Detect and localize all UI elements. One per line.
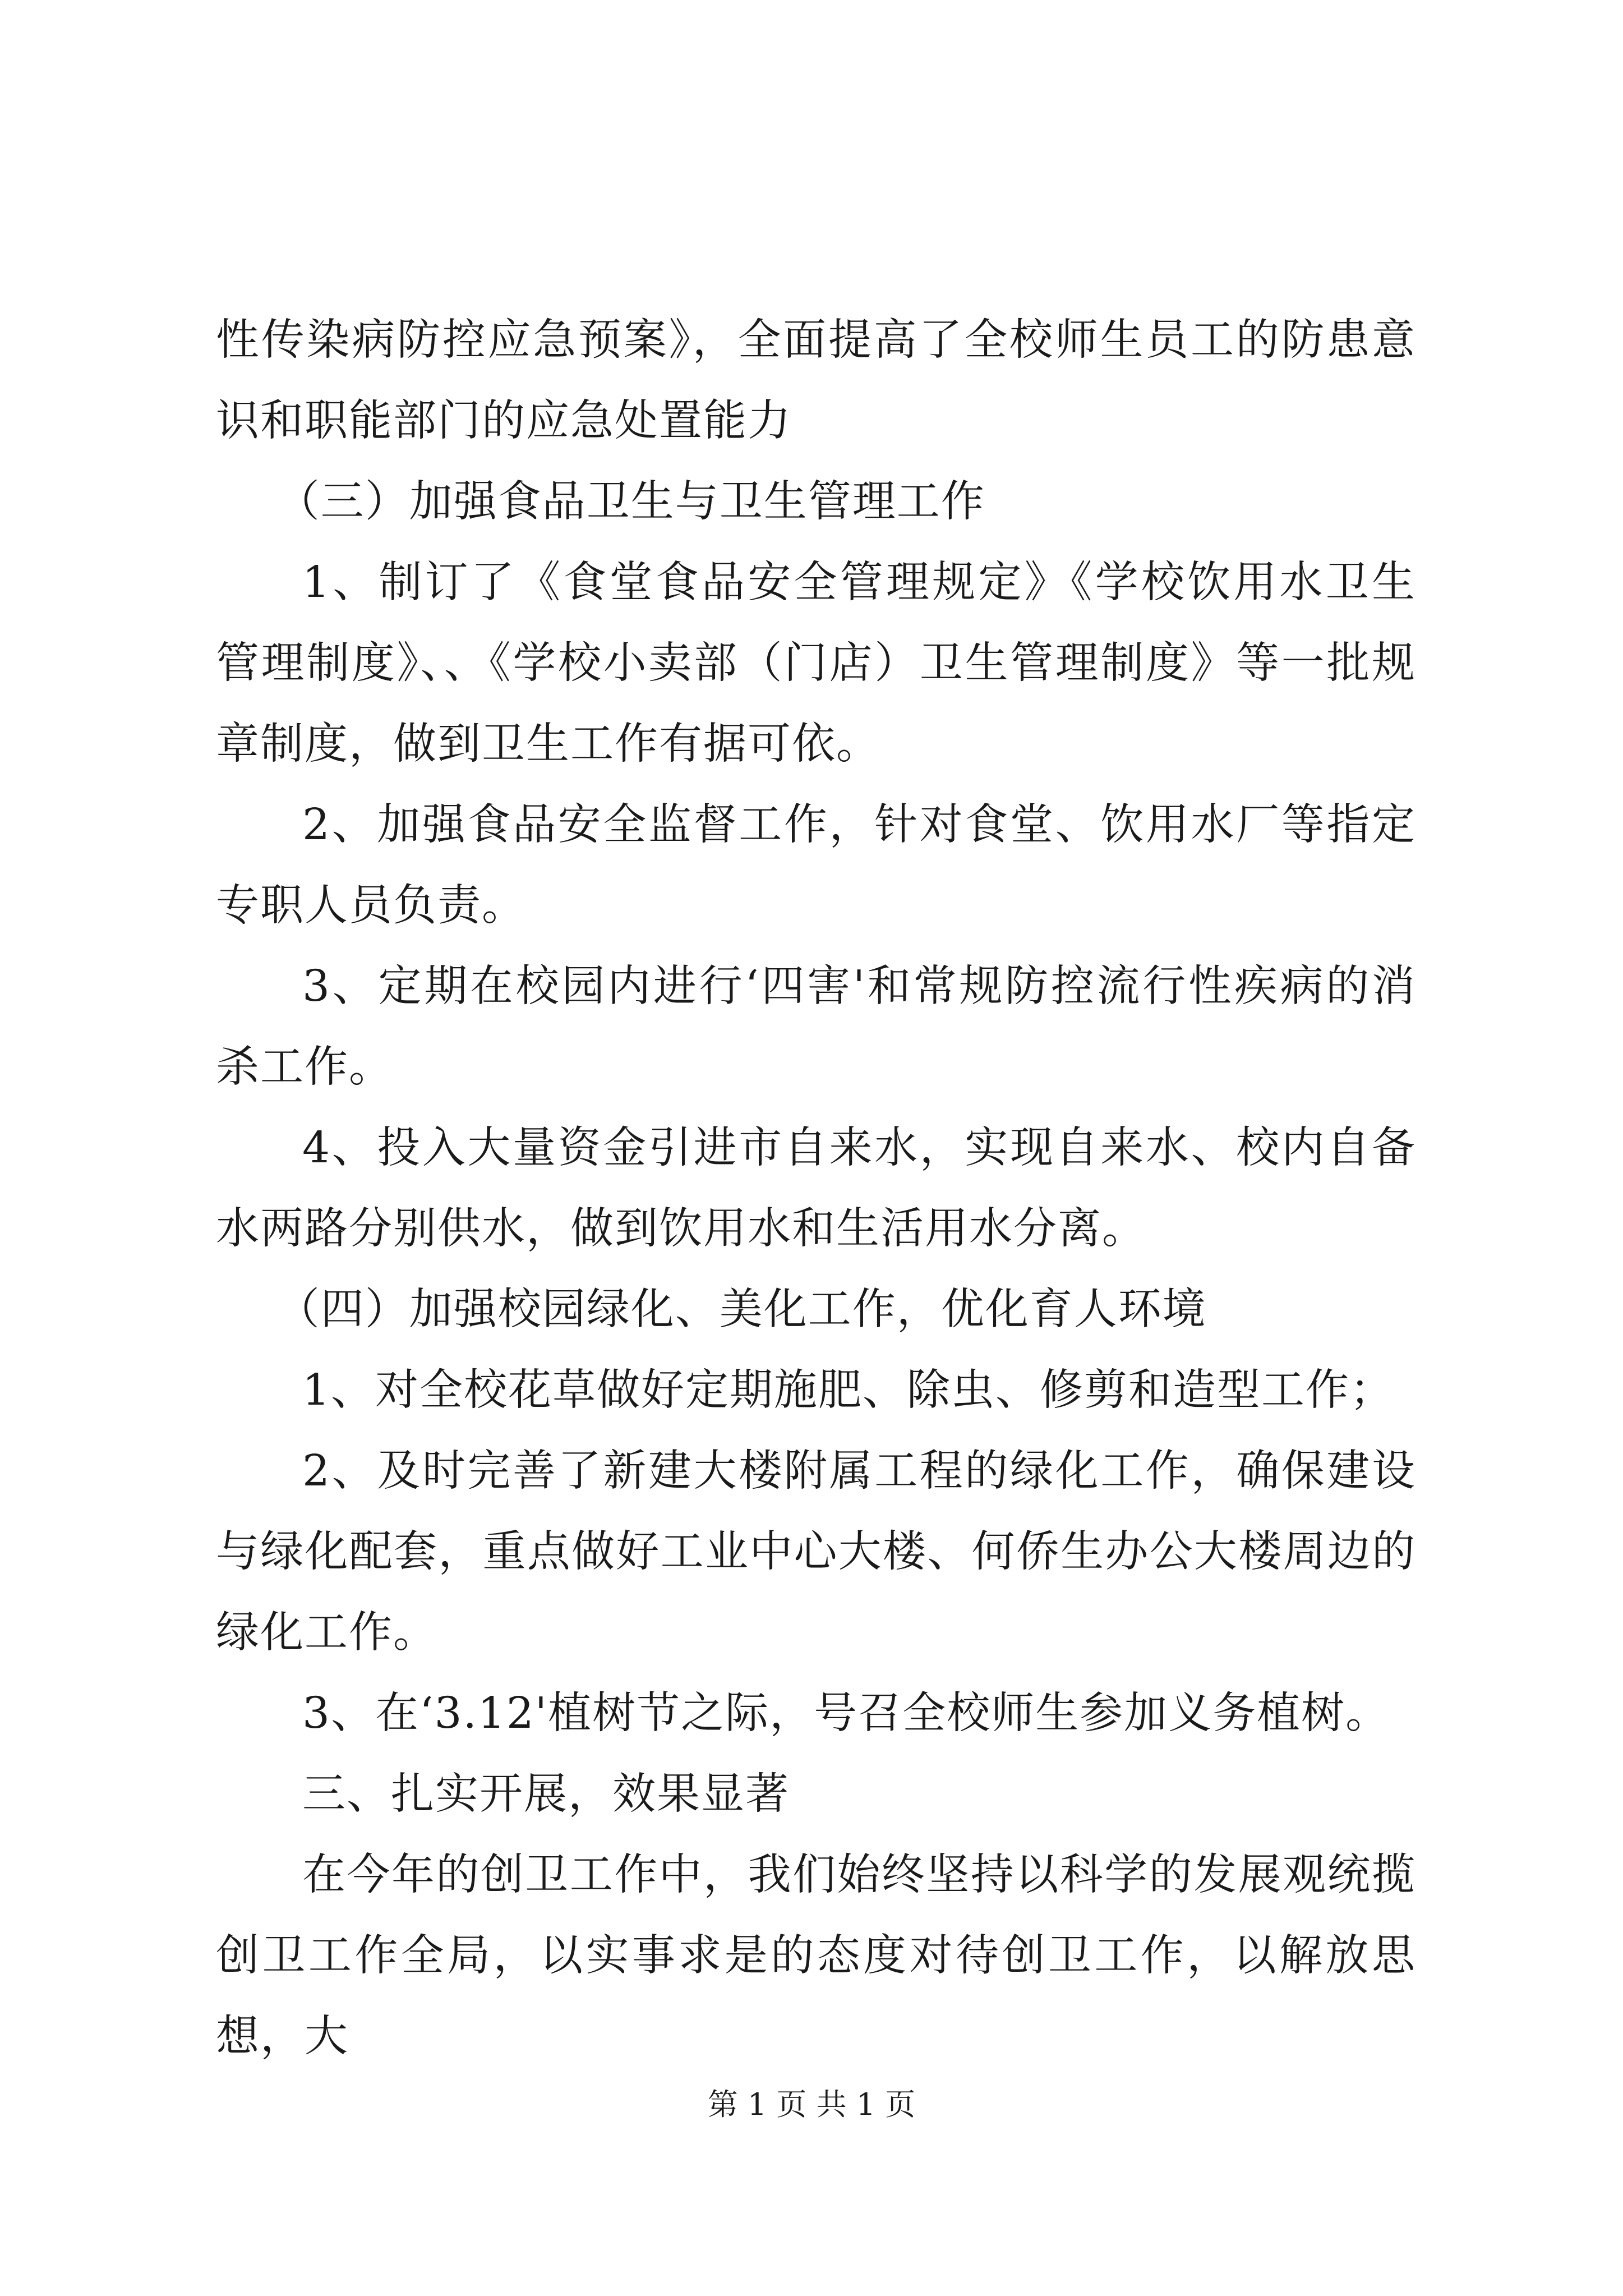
list-item-4-2: 2、及时完善了新建大楼附属工程的绿化工作，确保建设与绿化配套，重点做好工业中心大楼、何侨生办公大楼周边的绿化工作。 xyxy=(216,1446,1416,1658)
list-item-3-1: 1、制订了《食堂食品安全管理规定》《学校饮用水卫生管理制度》、、《学校小卖部（门店）卫生管理制度》等一批规章制度，做到卫生工作有据可依。 xyxy=(216,558,1416,769)
list-item-4-1: 1、对全校花草做好定期施肥、除虫、修剪和造型工作； xyxy=(302,1365,1394,1415)
paragraph-summary: 在今年的创卫工作中，我们始终坚持以科学的发展观统揽创卫工作全局，以实事求是的态度对待创卫工作，以解放思想，大 xyxy=(216,1850,1416,2062)
section-subheading-3: （三）加强食品卫生与卫生管理工作 xyxy=(276,477,985,527)
page-footer: 第 1 页 共 1 页 xyxy=(707,2087,916,2122)
list-item-3-2: 2、加强食品安全监督工作，针对食堂、饮用水厂等指定专职人员负责。 xyxy=(216,800,1416,931)
document-body xyxy=(216,300,1416,2077)
section-heading-3: 三、扎实开展，效果显著 xyxy=(302,1769,790,1819)
paragraph-continuation: 性传染病防控应急预案》，全面提高了全校师生员工的防患意识和职能部门的应急处置能力 xyxy=(216,315,1416,446)
section-subheading-4: （四）加强校园绿化、美化工作，优化育人环境 xyxy=(276,1285,1207,1335)
list-item-4-3: 3、在‘3.12'植树节之际，号召全校师生参加义务植树。 xyxy=(302,1688,1390,1738)
list-item-3-3: 3、定期在校园内进行‘四害'和常规防控流行性疾病的消杀工作。 xyxy=(216,961,1416,1092)
list-item-3-4: 4、投入大量资金引进市自来水，实现自来水、校内自备水两路分别供水，做到饮用水和生活用水分离。 xyxy=(216,1123,1416,1254)
